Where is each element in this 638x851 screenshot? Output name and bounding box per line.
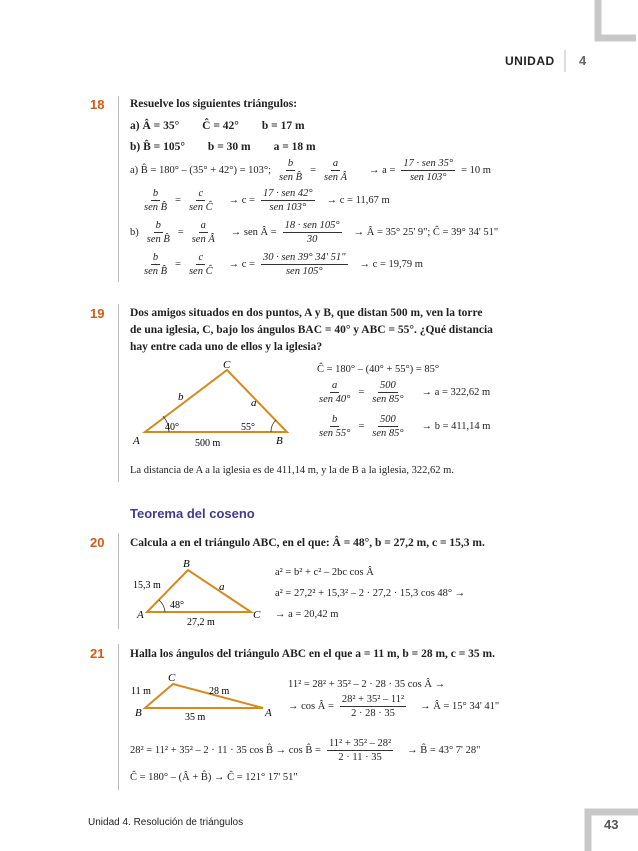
angle-a: 40°	[165, 422, 179, 433]
ex20-formula-1: a² = b² + c² – 2bc cos Â	[275, 567, 374, 578]
triangle-figure-21	[125, 670, 280, 722]
exercise-19-statement-2: de una iglesia, C, bajo los ángulos BAC = 40° y ABC = 55°. ¿Qué distancia	[130, 324, 493, 336]
angle-b: 55°	[241, 422, 255, 433]
exercise-20-statement: Calcula a en el triángulo ABC, en el que: Â = 48°, b = 27,2 m, c = 15,3 m.	[130, 537, 485, 549]
side-c: 35 m	[185, 712, 206, 722]
unit-label: UNIDAD	[505, 54, 555, 68]
side-a: 11 m	[131, 686, 151, 697]
ex21-formula-2: → cos Â = $\frac{\text{28² + 35² – 11²}}{2 \cdot 28 \cdot 35}$ → Â = 15° 34' 41"	[288, 694, 500, 719]
exercise-18-part-b: b) B̂ = 105° b = 30 m a = 18 m	[130, 141, 316, 153]
exercise-19-statement-1: Dos amigos situados en dos puntos, A y B, que distan 500 m, ven la torre	[130, 307, 483, 319]
side-c: 15,3 m	[133, 580, 161, 591]
exercise-21-number: 21	[90, 646, 105, 661]
ex21-formula-4: Ĉ = 180° – (Â + B̂) → Ĉ = 121° 17' 51"	[130, 772, 298, 783]
exercise-18-part-a: a) Â = 35° Ĉ = 42° b = 17 m	[130, 120, 305, 132]
exercise-21-statement: Halla los ángulos del triángulo ABC en el que a = 11 m, b = 28 m, c = 35 m.	[130, 648, 496, 660]
section-title: Teorema del coseno	[130, 506, 255, 521]
ex18-line-4: $\frac{b}{\text{sen B̂}}$ = $\frac{c}{\text{sen Ĉ}}$ → c = $\frac{\text{30 · sen 39° 34' 51"}}{\text{sen 105°}}$ → c = 19,79 m	[144, 252, 423, 277]
footer-text: Unidad 4. Resolución de triángulos	[88, 817, 244, 828]
exercise-19-number: 19	[90, 306, 105, 321]
exercise-19-statement-3: hay entre cada uno de ellos y la iglesia?	[130, 341, 323, 353]
exercise-18-statement: Resuelve los siguientes triángulos:	[130, 98, 298, 110]
unit-number: 4	[579, 53, 587, 68]
vertex-c: C	[253, 609, 261, 621]
ex19-line-b: $\frac{b}{\text{sen 55°}}$ = $\frac{500}{\text{sen 85°}}$ → b = 411,14 m	[319, 414, 491, 439]
side-a: a	[219, 581, 225, 593]
side-a: a	[251, 397, 257, 409]
side-b: b	[178, 391, 184, 403]
vertex-a: A	[265, 707, 272, 719]
ex20-formula-2: a² = 27,2² + 15,3² – 2 · 27,2 · 15,3 cos 48° →	[275, 588, 466, 599]
ex18-line-1: a) B̂ = 180° – (35° + 42°) = 103°; $\frac{b}{\text{sen B̂}}$ = $\frac{a}{\text{sen Â}}$ → a = $\frac{\text{17 · sen 35°}}{\text{sen 103°}}$ = 10 m	[130, 158, 491, 183]
vertex-c: C	[168, 672, 176, 684]
side-b: 28 m	[209, 686, 230, 697]
exercise-18-number: 18	[90, 97, 105, 112]
page-number: 43	[604, 817, 619, 832]
angle-a: 48°	[170, 600, 184, 611]
base-length: 500 m	[195, 438, 221, 449]
ex21-formula-3: 28² = 11² + 35² – 2 · 11 · 35 cos B̂ → cos B̂ = $\frac{\text{11² + 35² – 28²}}{2 \cdot 11 \cdot 35}$ → B̂ = 43° 7' 28"	[130, 738, 481, 763]
ex20-result: → a = 20,42 m	[275, 609, 339, 620]
vertex-b: B	[183, 558, 190, 570]
ex19-angle-c: Ĉ = 180° – (40° + 55°) = 85°	[317, 364, 440, 375]
exercise-20-number: 20	[90, 535, 105, 550]
ex18-line-3: b) $\frac{b}{\text{sen B̂}}$ = $\frac{a}{\text{sen Â}}$ → sen Â = $\frac{\text{18 · sen 105°}}{30}$ → Â = 35° 25' 9"; Ĉ = 39° 34' 51"	[130, 220, 499, 245]
vertex-b: B	[276, 435, 283, 447]
vertex-b: B	[135, 707, 142, 719]
vertex-a: A	[133, 435, 140, 447]
ex21-formula-1: 11² = 28² + 35² – 2 · 28 · 35 cos Â →	[288, 679, 446, 690]
vertex-c: C	[223, 359, 231, 371]
ex19-line-a: $\frac{a}{\text{sen 40°}}$ = $\frac{500}{\text{sen 85°}}$ → a = 322,62 m	[319, 380, 491, 405]
side-b: 27,2 m	[187, 617, 215, 628]
triangle-figure-20	[125, 556, 275, 628]
triangle-figure-19	[125, 358, 295, 450]
vertex-a: A	[137, 609, 144, 621]
ex18-line-2: $\frac{b}{\text{sen B̂}}$ = $\frac{c}{\text{sen Ĉ}}$ → c = $\frac{\text{17 · sen 42°}}{\text{sen 103°}}$ → c = 11,67 m	[144, 188, 390, 213]
ex19-conclusion: La distancia de A a la iglesia es de 411,14 m, y la de B a la iglesia, 322,62 m.	[130, 465, 454, 476]
